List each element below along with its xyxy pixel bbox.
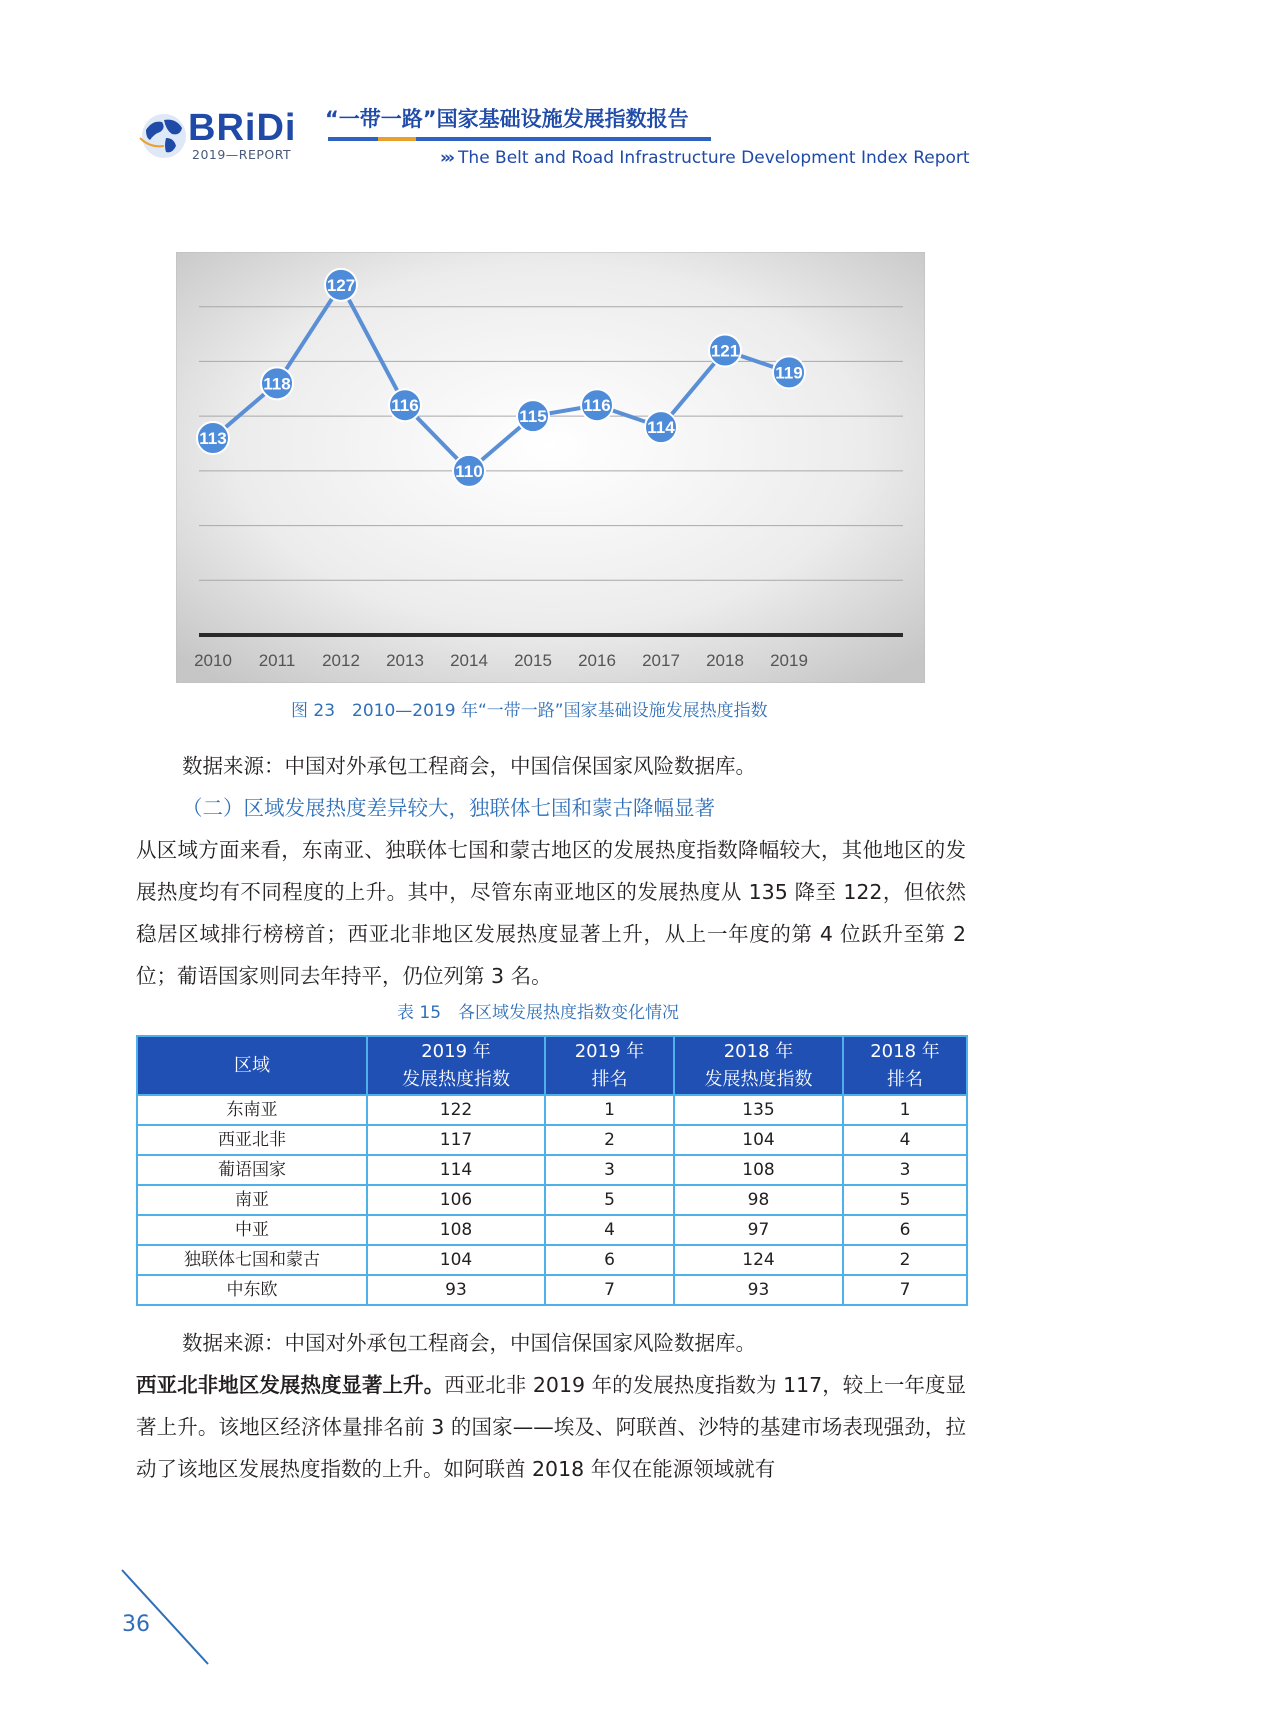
- x-tick-label: 2011: [258, 651, 296, 670]
- cell-2019-index: 122: [367, 1095, 545, 1125]
- data-label: 116: [583, 396, 611, 416]
- cell-2018-index: 97: [674, 1215, 843, 1245]
- data-label: 116: [391, 396, 419, 416]
- cell-2018-index: 135: [674, 1095, 843, 1125]
- table-row: [137, 1095, 967, 1125]
- section-subheading: （二）区域发展热度差异较大，独联体七国和蒙古降幅显著: [182, 796, 715, 820]
- table-header-row: [137, 1036, 967, 1095]
- cell-2019-index: 117: [367, 1125, 545, 1155]
- cell-2018-rank: 6: [843, 1215, 967, 1245]
- report-title-en-row: [440, 146, 970, 170]
- data-label: 110: [455, 461, 483, 481]
- cell-2018-rank: 3: [843, 1155, 967, 1185]
- logo-text: BRiDi: [188, 107, 297, 149]
- cell-2019-index: 106: [367, 1185, 545, 1215]
- region-heat-index-table: [136, 1035, 968, 1306]
- header-2018-index: 2018 年 发展热度指数: [674, 1036, 843, 1095]
- body-paragraph: 从区域方面来看，东南亚、独联体七国和蒙古地区的发展热度指数降幅较大，其他地区的发展热度均有不同程度的上升。其中，尽管东南亚地区的发展热度从 135 降至 122，但依然稳居区域排行榜榜首；西亚北非地区发展热度显著上升，从上一年度的第 4 位跃升至第 2 位；葡语国家则同去年持平，仍位列第 3 名。: [136, 838, 966, 988]
- data-label: 115: [519, 407, 547, 427]
- table-row: [137, 1215, 967, 1245]
- cell-2019-index: 114: [367, 1155, 545, 1185]
- table-row: [137, 1185, 967, 1215]
- header-rule: [328, 137, 711, 141]
- table-row: [137, 1155, 967, 1185]
- cell-region: 西亚北非: [137, 1125, 367, 1155]
- cell-2019-rank: 6: [545, 1245, 674, 1275]
- cell-region: 独联体七国和蒙古: [137, 1245, 367, 1275]
- cell-2019-index: 104: [367, 1245, 545, 1275]
- data-label: 119: [775, 363, 803, 383]
- paragraph-lead: 西亚北非地区发展热度显著上升。: [136, 1373, 445, 1397]
- cell-2019-rank: 5: [545, 1185, 674, 1215]
- report-title-cn: “一带一路”国家基础设施发展指数报告: [325, 107, 689, 131]
- cell-2018-index: 124: [674, 1245, 843, 1275]
- cell-region: 中亚: [137, 1215, 367, 1245]
- x-tick-label: 2019: [770, 651, 808, 670]
- report-title-en: The Belt and Road Infrastructure Development Index Report: [458, 148, 970, 168]
- page-number: 36: [122, 1612, 150, 1637]
- data-label: 118: [263, 374, 291, 394]
- cell-2019-rank: 1: [545, 1095, 674, 1125]
- x-tick-label: 2013: [386, 651, 424, 670]
- x-tick-label: 2016: [578, 651, 616, 670]
- figure-caption: 图 23 2010—2019 年“一带一路”国家基础设施发展热度指数: [291, 701, 768, 721]
- cell-2018-rank: 2: [843, 1245, 967, 1275]
- cell-2018-index: 108: [674, 1155, 843, 1185]
- x-tick-label: 2017: [642, 651, 680, 670]
- table-caption: 表 15 各区域发展热度指数变化情况: [397, 1003, 680, 1023]
- cell-2018-index: 93: [674, 1275, 843, 1305]
- source-note: 数据来源：中国对外承包工程商会，中国信保国家风险数据库。: [182, 1331, 756, 1355]
- header-2019-index: 2019 年 发展热度指数: [367, 1036, 545, 1095]
- heat-index-line-chart: [176, 252, 925, 683]
- cell-2019-index: 108: [367, 1215, 545, 1245]
- cell-region: 南亚: [137, 1185, 367, 1215]
- data-label: 127: [326, 275, 356, 295]
- cell-2018-rank: 5: [843, 1185, 967, 1215]
- cell-region: 中东欧: [137, 1275, 367, 1305]
- cell-2019-rank: 7: [545, 1275, 674, 1305]
- data-label: 113: [199, 429, 227, 449]
- table-row: [137, 1245, 967, 1275]
- cell-2019-rank: 3: [545, 1155, 674, 1185]
- table-row: [137, 1275, 967, 1305]
- header-region: 区域: [137, 1036, 367, 1095]
- report-logo: [136, 102, 306, 166]
- cell-2019-rank: 2: [545, 1125, 674, 1155]
- cell-2019-rank: 4: [545, 1215, 674, 1245]
- triple-chevron-icon: ›››: [440, 148, 453, 168]
- paragraph-text: 西亚北非 2019 年的发展热度指数为 117，较上一年度显著上升。该地区经济体量排名前 3 的国家——埃及、阿联酋、沙特的基建市场表现强劲，拉动了该地区发展热度指数的上升。如阿联酋 2018 年仅在能源领域就有: [136, 1373, 966, 1481]
- x-tick-label: 2010: [194, 651, 232, 670]
- cell-region: 东南亚: [137, 1095, 367, 1125]
- cell-2019-index: 93: [367, 1275, 545, 1305]
- header-2018-rank: 2018 年 排名: [843, 1036, 967, 1095]
- cell-region: 葡语国家: [137, 1155, 367, 1185]
- x-tick-label: 2012: [322, 651, 360, 670]
- header-2019-rank: 2019 年 排名: [545, 1036, 674, 1095]
- x-tick-label: 2014: [450, 651, 488, 670]
- globe-icon: [136, 108, 196, 162]
- logo-subtitle: 2019—REPORT: [192, 147, 292, 162]
- cell-2018-index: 104: [674, 1125, 843, 1155]
- table-row: [137, 1125, 967, 1155]
- x-tick-label: 2018: [706, 651, 744, 670]
- x-tick-label: 2015: [514, 651, 552, 670]
- cell-2018-rank: 4: [843, 1125, 967, 1155]
- source-note: 数据来源：中国对外承包工程商会，中国信保国家风险数据库。: [182, 754, 756, 778]
- data-label: 121: [710, 341, 740, 361]
- cell-2018-index: 98: [674, 1185, 843, 1215]
- body-paragraph: [136, 1364, 966, 1490]
- cell-2018-rank: 1: [843, 1095, 967, 1125]
- cell-2018-rank: 7: [843, 1275, 967, 1305]
- chart-canvas: [176, 252, 925, 683]
- data-label: 114: [647, 418, 675, 438]
